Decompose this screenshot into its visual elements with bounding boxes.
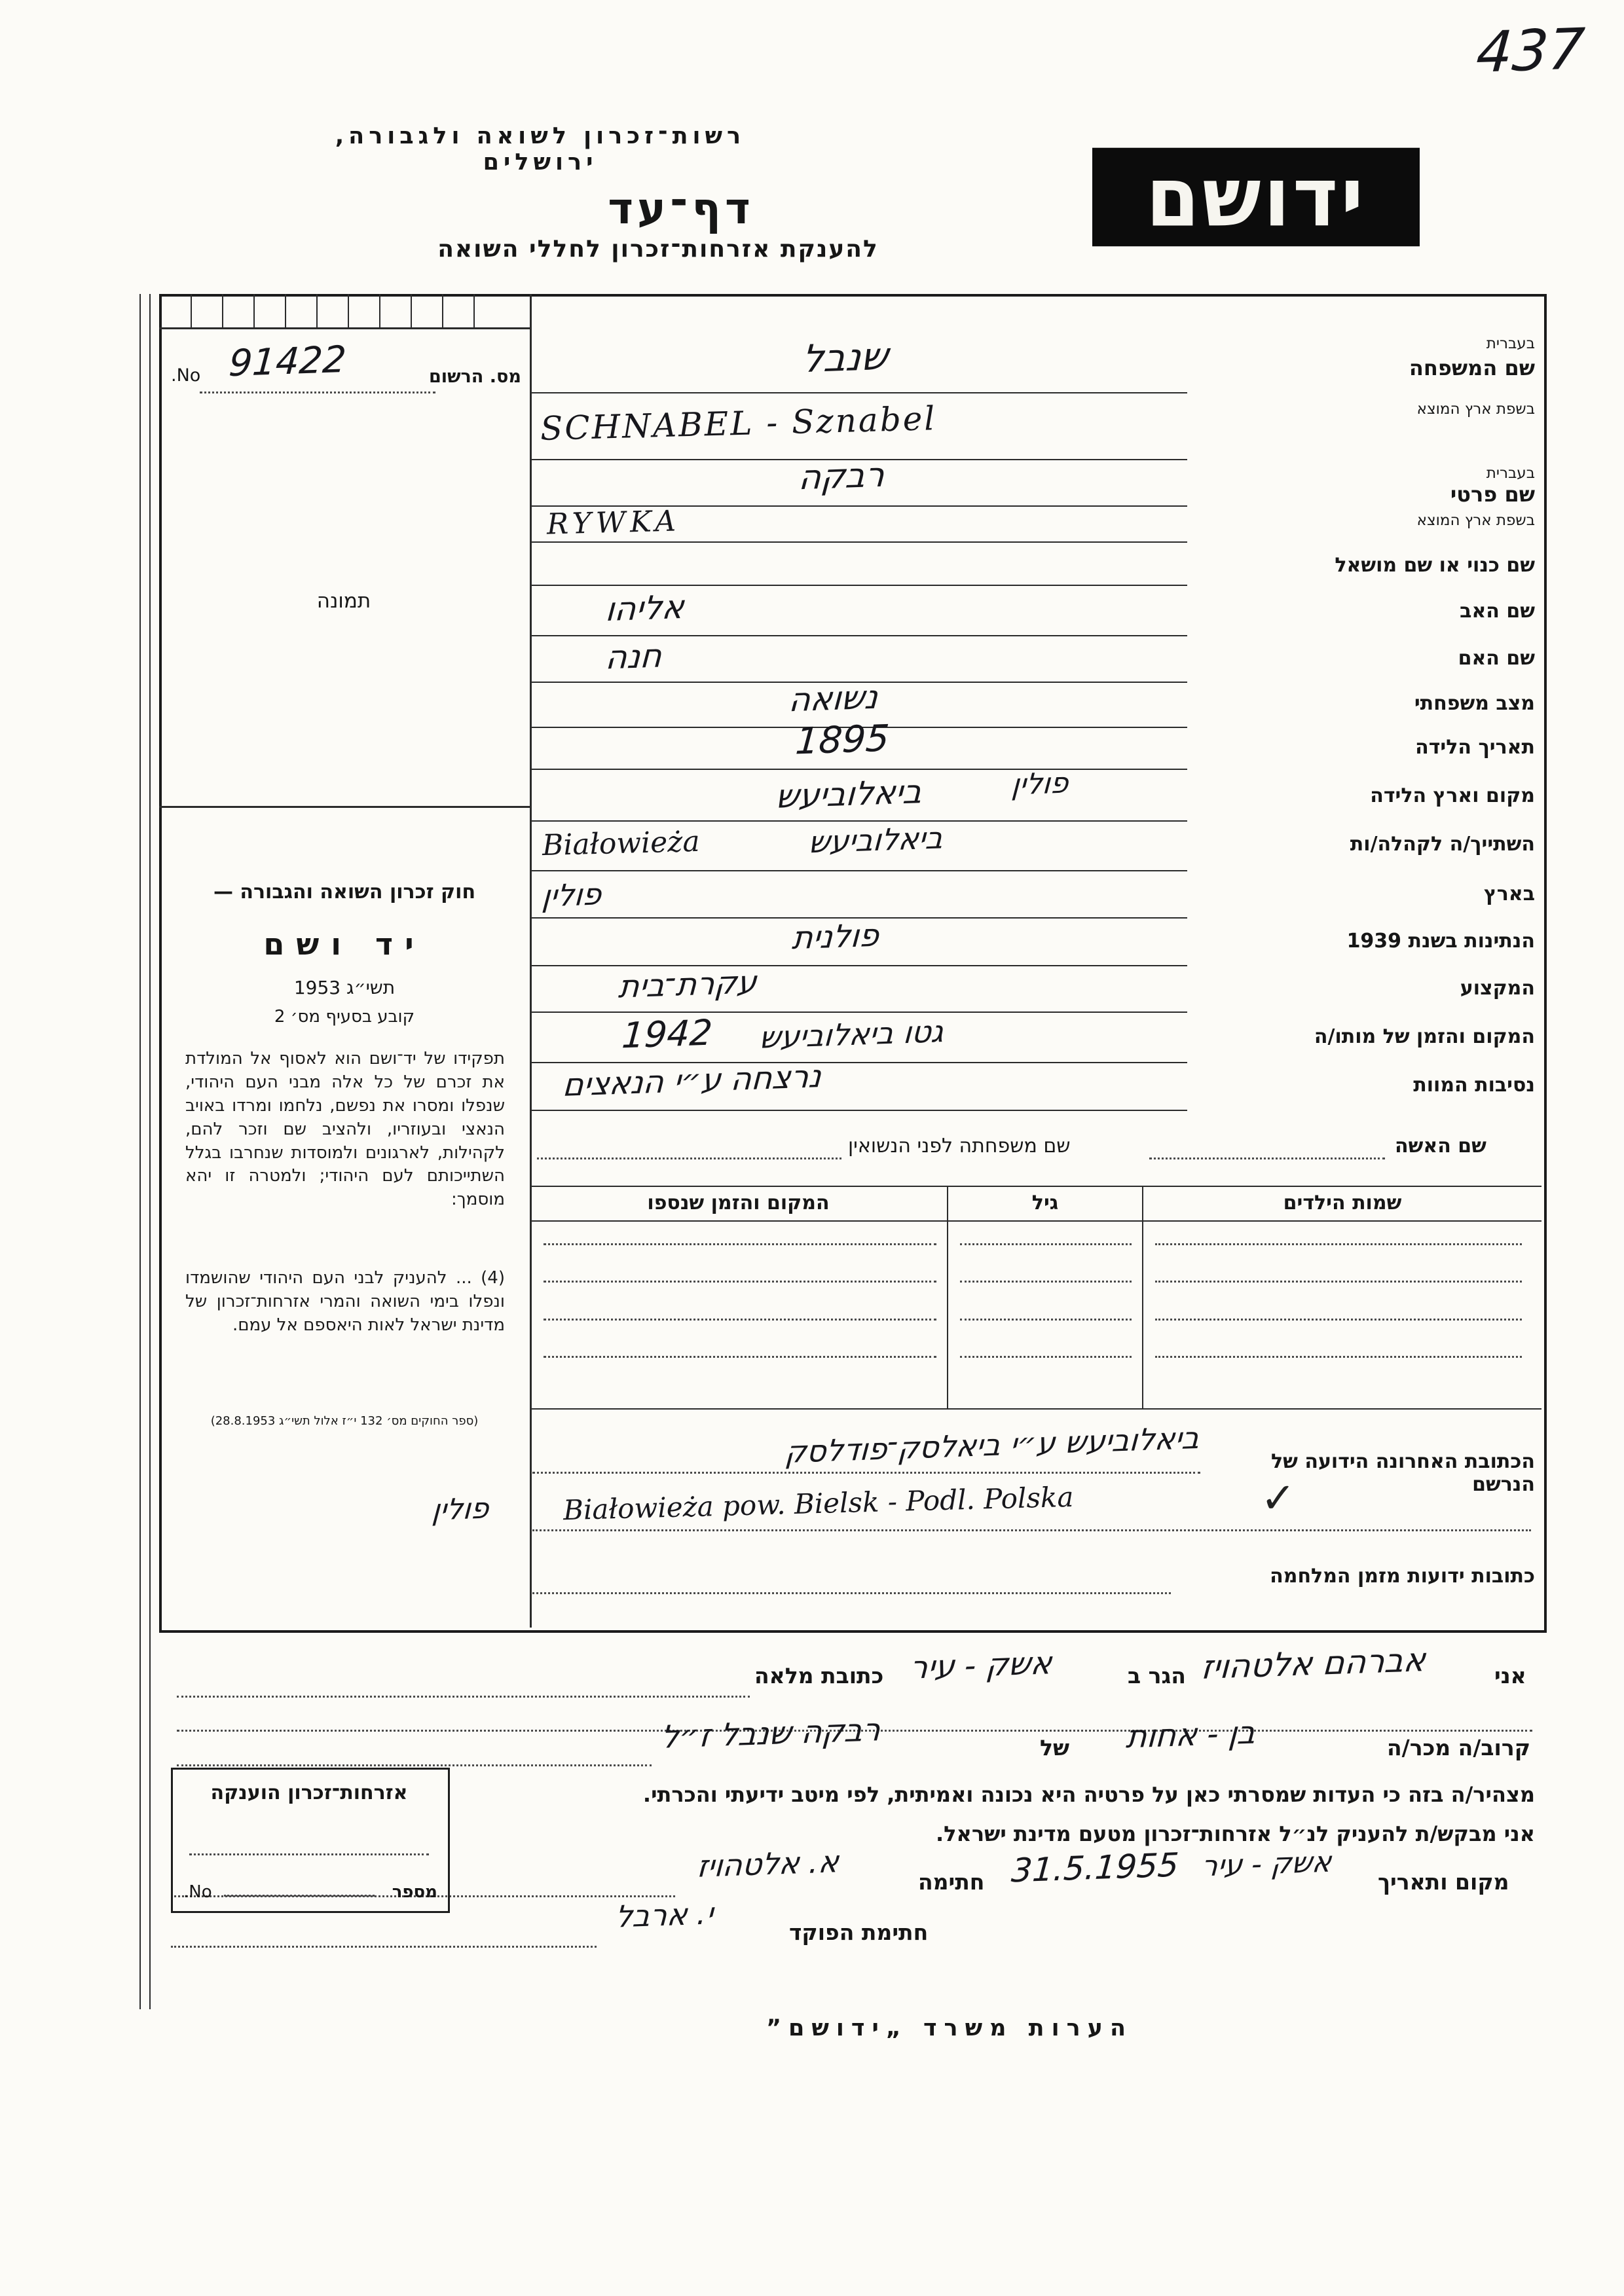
family-name-origin-handwriting: SCHNABEL - Sznabel bbox=[540, 399, 937, 448]
field-sublabel-origin-language: בשפת ארץ המוצא bbox=[1416, 401, 1535, 418]
field-label-marital-status: מצב משפחתי bbox=[1414, 692, 1535, 715]
index-cell-divider bbox=[379, 294, 380, 327]
left-margin-line-outer bbox=[139, 294, 141, 2009]
of-label: של bbox=[1040, 1735, 1069, 1760]
wife-name-label: שם האשה bbox=[1395, 1135, 1486, 1157]
checkmark-handwriting: ✓ bbox=[1261, 1474, 1296, 1523]
declaration-i-label: אני bbox=[1494, 1663, 1526, 1688]
children-row-dotted bbox=[1155, 1319, 1522, 1321]
field-label-birth-place: מקום וארץ הלידה bbox=[1370, 784, 1535, 807]
last-address-latin-handwriting: Białowieża pow. Bielsk - Podl. Polska bbox=[563, 1480, 1075, 1527]
law-year-line: תשי״ג 1953 bbox=[293, 977, 396, 998]
birth-country-handwriting: פולין bbox=[1010, 766, 1070, 802]
residing-label: הגר ב bbox=[1128, 1663, 1186, 1688]
field-line bbox=[530, 1062, 1187, 1063]
field-sublabel-origin-language: בשפת ארץ המוצא bbox=[1416, 512, 1535, 529]
wife-name-dotted-line bbox=[1149, 1157, 1385, 1159]
office-notes-footer: הערות משרד „ידושם” bbox=[766, 2015, 1134, 2041]
residence-handwriting: אשק - עיר bbox=[908, 1645, 1054, 1686]
wartime-addresses-label: כתובות ידועות מזמן המלחמה bbox=[1270, 1565, 1535, 1588]
children-header-names: שמות הילדים bbox=[1283, 1192, 1402, 1214]
place-date-label: מקום ותאריך bbox=[1378, 1869, 1509, 1895]
yad-vashem-logo: ידושם bbox=[1092, 148, 1420, 247]
last-address-country-handwriting: פולין bbox=[431, 1491, 490, 1527]
birth-year-handwriting: 1895 bbox=[794, 717, 891, 763]
children-table-header-line bbox=[530, 1220, 1541, 1222]
children-row-dotted bbox=[1155, 1243, 1522, 1245]
law-paragraph-1: תפקידו של יד־ושם הוא לאסוף אל המולדת את זכרם של כל אלה מבני העם היהודי, שנפלו ומסרו את נפשם, נלחמו ומרדו באויב הנאצי ובעוזריו, ולהציב שם וזכר להם, לקהילות, לארגונים ולמוסדות שנחרבו בגלל השתייכותם לעם היהודי; ולמטרה זו יהא מוסמך: bbox=[185, 1049, 505, 1210]
grant-box bbox=[171, 1768, 450, 1913]
law-clause-line: קובע בסעיף מס׳ 2 bbox=[274, 1007, 415, 1027]
children-row-dotted bbox=[544, 1243, 936, 1245]
death-circumstances-handwriting: נרצחה ע״י הנאצים bbox=[561, 1058, 823, 1104]
grant-box-title: אזרחות־זכרון הוענקה bbox=[210, 1781, 408, 1804]
clerk-dotted-line bbox=[171, 1946, 597, 1948]
last-address-label: הכתובת האחרונה הידועה של הנרשם bbox=[1270, 1450, 1535, 1496]
field-label-death-place-time: המקום והזמן של מותו/ה bbox=[1314, 1025, 1535, 1048]
index-cell-divider bbox=[316, 294, 318, 327]
field-label-family-name: שם המשפחה bbox=[1409, 355, 1535, 380]
first-name-hebrew-handwriting: רבקה bbox=[797, 455, 886, 498]
relation-handwriting: בן - אחות bbox=[1124, 1714, 1257, 1756]
citizenship-handwriting: פולנית bbox=[790, 917, 881, 957]
children-table-top-line bbox=[530, 1186, 1541, 1187]
field-label-community-country: בארץ bbox=[1483, 883, 1535, 905]
mother-name-handwriting: חנה bbox=[604, 636, 663, 677]
field-label-profession: המקצוע bbox=[1460, 977, 1535, 1000]
birth-place-handwriting: ביאלוביעש bbox=[774, 773, 923, 816]
left-margin-line-inner bbox=[149, 294, 151, 2009]
index-cell-divider bbox=[191, 294, 192, 327]
field-label-birth-date: תאריך הלידה bbox=[1415, 736, 1535, 759]
relation-label: קרוב/ה מכר/ה bbox=[1387, 1735, 1530, 1760]
law-name: יד ושם bbox=[263, 926, 426, 962]
marital-status-handwriting: נשואה bbox=[787, 678, 879, 720]
index-cell-divider bbox=[348, 294, 349, 327]
full-address-label: כתובת מלאה bbox=[754, 1663, 884, 1688]
declaration-dotted-line bbox=[177, 1764, 652, 1766]
first-name-origin-handwriting: RYWKA bbox=[546, 504, 681, 541]
index-cell-divider bbox=[411, 294, 412, 327]
form-title: דף־עד bbox=[608, 183, 754, 234]
declaration-statement-2: אני מבקש/ת להעניק לנ״ל אזרחות־זכרון מטעם מדינת ישראל. bbox=[936, 1821, 1535, 1846]
grant-box-number-dotted bbox=[224, 1895, 375, 1897]
registration-dotted-line bbox=[200, 392, 435, 393]
last-address-hebrew-handwriting: ביאלוביעש ע״י ביאלסק־פודלסק bbox=[784, 1420, 1201, 1470]
children-table-bottom-line bbox=[530, 1408, 1541, 1410]
victim-reference-handwriting: רבקה שנבל ז״ל bbox=[659, 1711, 882, 1756]
children-row-dotted bbox=[960, 1243, 1132, 1245]
children-row-dotted bbox=[1155, 1356, 1522, 1358]
children-row-dotted bbox=[544, 1356, 936, 1358]
last-address-dotted-line bbox=[532, 1472, 1200, 1474]
community-hebrew-handwriting: ביאלוביעש bbox=[807, 820, 944, 860]
law-title: חוק זכרון השואה והגבורה — bbox=[213, 881, 476, 903]
children-row-dotted bbox=[544, 1281, 936, 1283]
community-origin-handwriting: Białowieża bbox=[542, 824, 701, 863]
children-header-age: גיל bbox=[1031, 1192, 1059, 1214]
clerk-signature-handwriting: י. ארבל bbox=[614, 1895, 715, 1935]
page-number-handwriting: 437 bbox=[1474, 16, 1587, 86]
children-table-column-line bbox=[947, 1186, 948, 1408]
declaration-statement-1: מצהיר/ה בזה כי העדות שמסרתי כאן על פרטיה היא נכונה ואמיתית, לפי מיטב ידיעתי והכרתי. bbox=[642, 1782, 1535, 1807]
children-row-dotted bbox=[544, 1319, 936, 1321]
field-line bbox=[530, 870, 1187, 871]
last-address-dotted-line-2 bbox=[532, 1529, 1531, 1531]
father-name-handwriting: אליהו bbox=[604, 587, 686, 629]
field-line bbox=[530, 769, 1187, 770]
field-line bbox=[530, 1011, 1187, 1013]
profession-handwriting: עקרת־בית bbox=[617, 964, 758, 1006]
field-line bbox=[530, 585, 1187, 586]
children-header-place-time: המקום והזמן שנספו bbox=[647, 1192, 830, 1214]
field-label-death-circumstances: נסיבות המוות bbox=[1413, 1074, 1535, 1097]
field-label-mother-name: שם האם bbox=[1458, 647, 1535, 670]
field-line bbox=[530, 1110, 1187, 1111]
children-table-column-line bbox=[1142, 1186, 1143, 1408]
field-label-first-name: שם פרטי bbox=[1450, 482, 1535, 507]
left-column-divider-line bbox=[159, 806, 530, 808]
form-subtitle: להענקת אזרחות־זכרון לחללי השואה bbox=[437, 236, 879, 263]
index-cell-divider bbox=[285, 294, 286, 327]
place-handwriting: אשק - עיר bbox=[1200, 1845, 1333, 1884]
column-divider bbox=[530, 294, 532, 1628]
maiden-name-dotted-line bbox=[537, 1157, 841, 1159]
law-paragraph-2: (4) ... להעניק לבני העם היהודי שהושמדו ונפלו בימי השואה והמרי אזרחות־זכרון של מדינת ישראל לאות היאספם אל עמם. bbox=[185, 1268, 505, 1335]
grant-box-no-label: No. bbox=[183, 1882, 212, 1902]
death-place-handwriting: גטו ביאלוביעש bbox=[758, 1013, 945, 1055]
clerk-signature-label: חתימת הפוקד bbox=[789, 1920, 929, 1945]
field-line bbox=[530, 965, 1187, 966]
declaration-dotted-line bbox=[177, 1696, 750, 1698]
field-line bbox=[530, 635, 1187, 636]
field-label-nickname: שם כנוי או שם מושאל bbox=[1335, 554, 1535, 577]
grant-box-number-label: מספר bbox=[392, 1882, 437, 1902]
index-cell-divider bbox=[253, 294, 255, 327]
death-year-handwriting: 1942 bbox=[620, 1011, 714, 1057]
field-line bbox=[530, 392, 1187, 393]
date-handwriting: 31.5.1955 bbox=[1010, 1846, 1180, 1890]
registration-no-label: No. bbox=[171, 365, 201, 386]
signature-label: חתימה bbox=[918, 1869, 985, 1895]
authority-line: רשות־זכרון לשואה ולגבורה, ירושלים bbox=[335, 123, 746, 175]
index-cell-divider bbox=[222, 294, 223, 327]
registration-label: מס. הרשום bbox=[429, 367, 521, 387]
wartime-addresses-dotted-line bbox=[532, 1592, 1171, 1594]
witness-signature-handwriting: א. אלטהויז bbox=[695, 1844, 840, 1884]
children-row-dotted bbox=[960, 1319, 1132, 1321]
children-row-dotted bbox=[1155, 1281, 1522, 1283]
children-row-dotted bbox=[960, 1356, 1132, 1358]
law-citation: (ספר החוקים מס׳ 132 י״ז אלול תשי״ג 28.8.1953) bbox=[210, 1414, 479, 1428]
maiden-name-label: שם משפחתה לפני הנשואין bbox=[848, 1135, 1071, 1157]
field-label-citizenship-1939: הנתינות בשנת 1939 bbox=[1346, 930, 1535, 953]
field-line bbox=[530, 820, 1187, 822]
field-line bbox=[530, 541, 1187, 543]
field-sublabel-hebrew: בעברית bbox=[1486, 335, 1535, 352]
children-row-dotted bbox=[960, 1281, 1132, 1283]
grant-box-dotted-line bbox=[189, 1853, 429, 1855]
field-sublabel-hebrew: בעברית bbox=[1486, 465, 1535, 482]
family-name-hebrew-handwriting: שנבל bbox=[800, 333, 890, 382]
registration-number-handwriting: 91422 bbox=[227, 338, 348, 386]
index-cell-divider bbox=[442, 294, 443, 327]
witness-name-handwriting: אברהם אלטהויז bbox=[1200, 1641, 1427, 1686]
community-country-handwriting: פולין bbox=[540, 876, 603, 914]
field-label-community: השתייך/ה לקהלה/ות bbox=[1350, 833, 1535, 856]
field-label-father-name: שם האב bbox=[1460, 600, 1535, 623]
index-cell-divider bbox=[473, 294, 475, 327]
photo-placeholder-label: תמונה bbox=[316, 589, 371, 613]
